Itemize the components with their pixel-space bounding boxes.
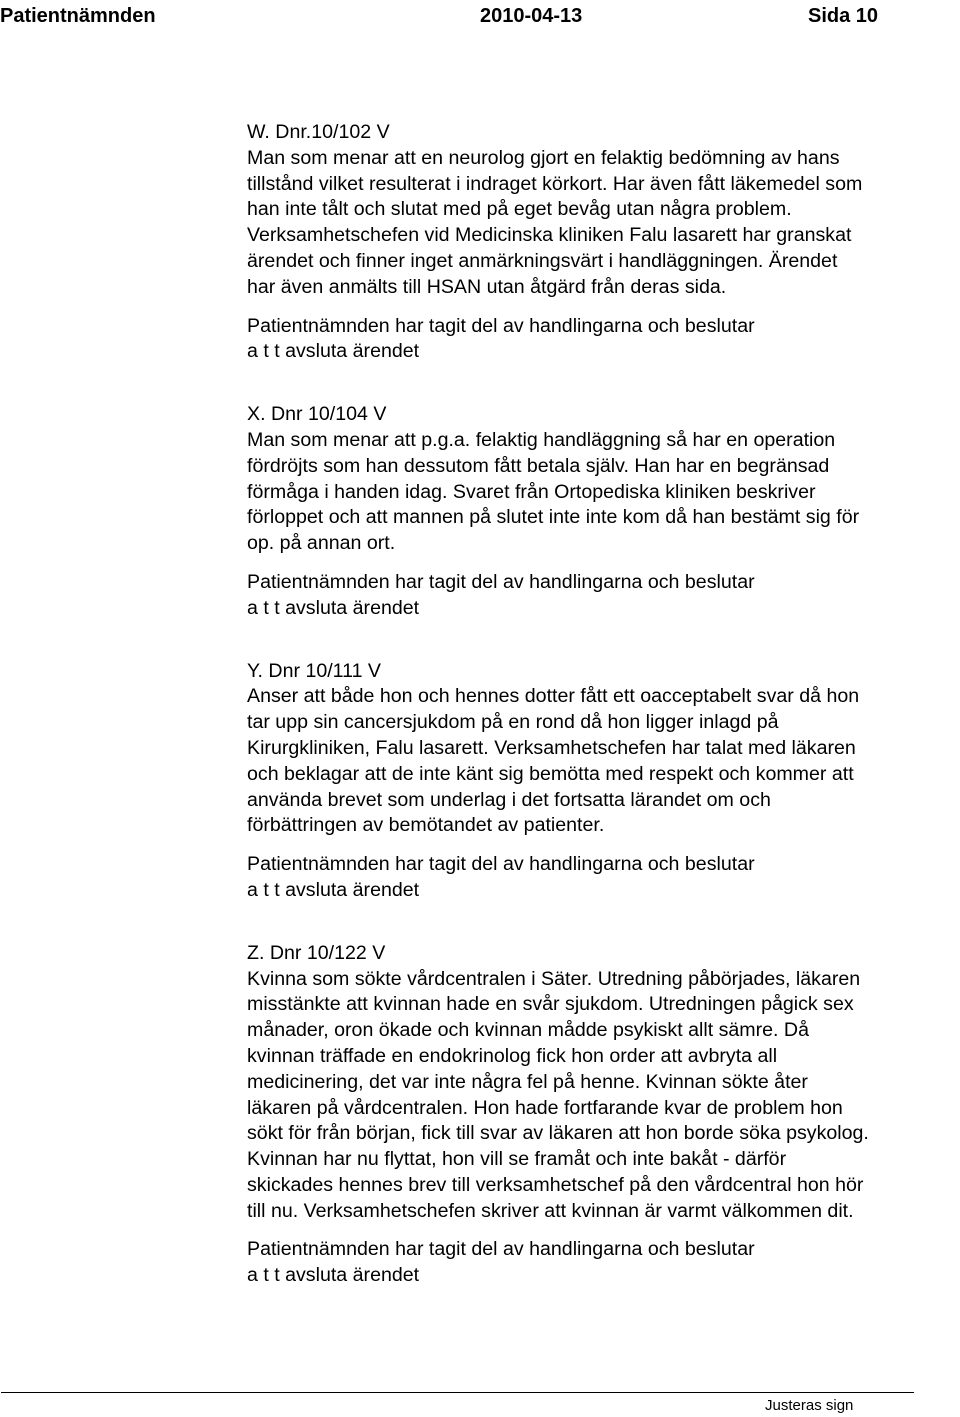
case-number: Z. Dnr 10/122 V <box>247 941 386 964</box>
case-text-line: förloppet och att mannen på slutet inte inte kom då han bestämt sig för <box>247 506 860 529</box>
signature-line <box>1 1392 914 1393</box>
case-number: X. Dnr 10/104 V <box>247 403 387 426</box>
decision-line: Patientnämnden har tagit del av handlingarna och beslutar <box>247 570 755 593</box>
case-section <box>247 659 960 904</box>
case-text-line: skickades hennes brev till verksamhetschef på den vårdcentral hon hör <box>247 1173 864 1196</box>
decision-line: a t t avsluta ärendet <box>247 878 420 901</box>
case-section <box>247 402 960 621</box>
case-text-line: Kvinnan har nu flyttat, hon vill se framåt och inte bakåt - därför <box>247 1148 787 1171</box>
case-text-line: medicinering, det var inte några fel på henne. Kvinnan sökte åter <box>247 1070 808 1093</box>
decision-line: Patientnämnden har tagit del av handlingarna och beslutar <box>247 853 755 876</box>
case-text-line: ärendet och finner inget anmärkningsvärt i handläggningen. Ärendet <box>247 249 838 272</box>
decision-line: Patientnämnden har tagit del av handlingarna och beslutar <box>247 314 755 337</box>
header-title: Patientnämnden <box>0 5 156 27</box>
case-text-line: läkaren på vårdcentralen. Hon hade fortfarande kvar de problem hon <box>247 1096 843 1119</box>
decision-line: a t t avsluta ärendet <box>247 596 420 619</box>
case-text-line: och beklagar att de inte känt sig bemötta med respekt och kommer att <box>247 762 854 785</box>
case-number: Y. Dnr 10/111 V <box>247 659 381 682</box>
document-body <box>247 120 960 1289</box>
case-text-line: till nu. Verksamhetschefen skriver att kvinnan är varmt välkommen dit. <box>247 1199 854 1222</box>
header-date: 2010-04-13 <box>480 5 583 27</box>
case-text-line: sökt för från början, fick till svar av läkaren att hon borde söka psykolog. <box>247 1122 869 1145</box>
decision-line: a t t avsluta ärendet <box>247 1264 420 1287</box>
case-text-line: han inte tålt och slutat med på eget bevåg utan några problem. <box>247 198 792 221</box>
case-text-line: Man som menar att p.g.a. felaktig handläggning så har en operation <box>247 428 836 451</box>
case-section <box>247 120 960 365</box>
case-text-line: Verksamhetschefen vid Medicinska kliniken Falu lasarett har granskat <box>247 224 852 247</box>
case-text-line: op. på annan ort. <box>247 532 396 555</box>
case-text-line: Anser att både hon och hennes dotter fått ett oacceptabelt svar då hon <box>247 685 860 708</box>
case-number: W. Dnr.10/102 V <box>247 121 390 143</box>
case-text-line: kvinnan träffade en endokrinolog fick hon order att avbryta all <box>247 1044 778 1067</box>
case-text-line: använda brevet som underlag i det fortsatta lärandet om och <box>247 788 771 811</box>
page-header <box>0 3 960 29</box>
case-text-line: har även anmälts till HSAN utan åtgärd från deras sida. <box>247 275 727 298</box>
decision-line: Patientnämnden har tagit del av handlingarna och beslutar <box>247 1238 755 1261</box>
case-text-line: fördröjts som han dessutom fått betala själv. Han har en begränsad <box>247 454 830 477</box>
decision-line: a t t avsluta ärendet <box>247 340 420 363</box>
case-text-line: tillstånd vilket resulterat i indraget körkort. Har även fått läkemedel som <box>247 172 863 195</box>
case-text-line: förmåga i handen idag. Svaret från Ortopediska kliniken beskriver <box>247 480 816 503</box>
header-page-number: Sida 10 <box>808 5 879 27</box>
case-text-line: misstänkte att kvinnan hade en svår sjukdom. Utredningen pågick sex <box>247 993 854 1016</box>
signature-label: Justeras sign <box>765 1397 854 1414</box>
case-text-line: Kvinna som sökte vårdcentralen i Säter. Utredning påbörjades, läkaren <box>247 967 861 990</box>
case-section <box>247 941 960 1289</box>
case-text-line: Man som menar att en neurolog gjort en felaktig bedömning av hans <box>247 146 840 169</box>
case-text-line: månader, oron ökade och kvinnan mådde psykiskt allt sämre. Då <box>247 1019 809 1042</box>
case-text-line: förbättringen av bemötandet av patienter. <box>247 814 605 837</box>
case-text-line: tar upp sin cancersjukdom på en rond då hon ligger inlagd på <box>247 711 779 734</box>
case-text-line: Kirurgkliniken, Falu lasarett. Verksamhetschefen har talat med läkaren <box>247 736 856 759</box>
